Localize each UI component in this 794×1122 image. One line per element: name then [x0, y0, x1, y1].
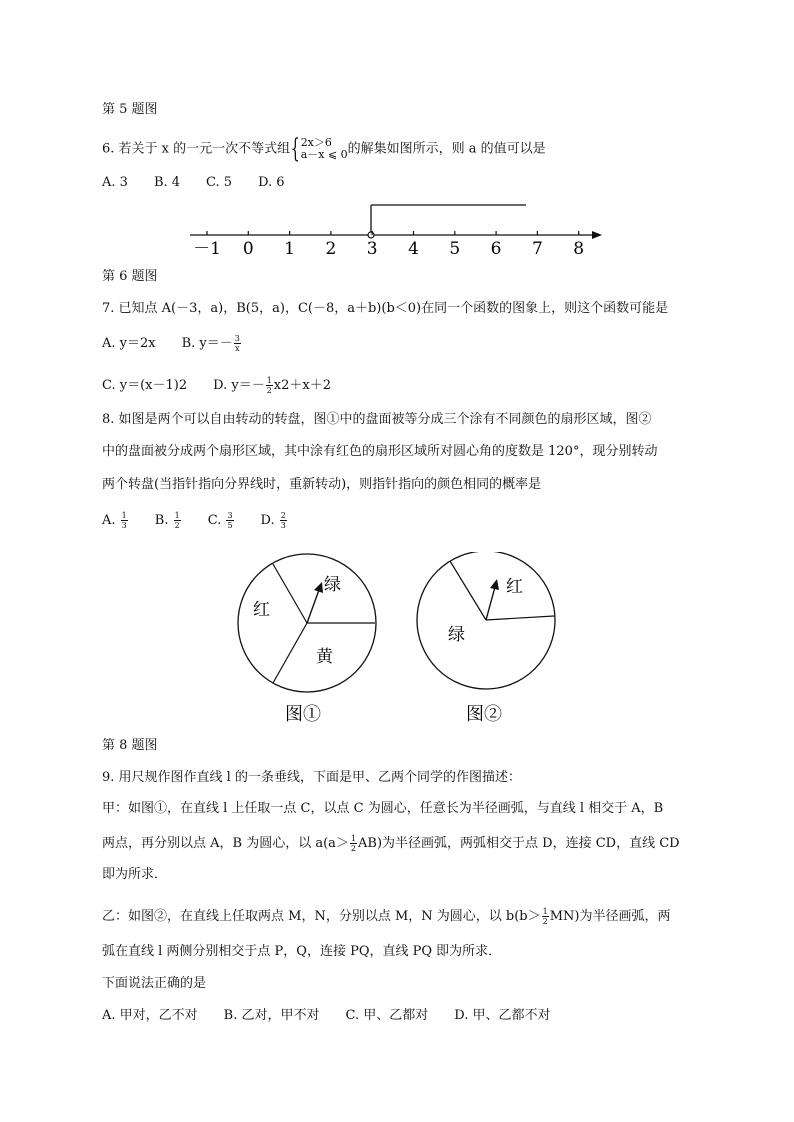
- question-9-jia-line3: 即为所求．: [102, 867, 168, 882]
- number-line-tick-label: 0: [242, 239, 254, 259]
- question-8-options: [102, 511, 314, 530]
- pointer-arrow-icon: [490, 579, 499, 590]
- option-c: C. $\frac{3}{5}$: [207, 511, 233, 530]
- option-b: B. 乙对，甲不对: [223, 1008, 320, 1023]
- option-c: C. 甲、乙都对: [345, 1008, 429, 1023]
- spinner-2-caption: 图②: [466, 704, 502, 725]
- question-8-line2: 中的盘面被分成两个扇形区域，其中涂有红色的扇形区域所对圆心角的度数是 120°，现分别转动: [102, 444, 658, 459]
- question-8-line3: 两个转盘(当指针指向分界线时，重新转动)，则指针指向的颜色相同的概率是: [102, 477, 542, 492]
- spinner-2-label-red: 红: [506, 577, 523, 597]
- number-line-tick-label: 7: [531, 239, 543, 259]
- number-line-tick-label: 3: [366, 239, 378, 259]
- question-9-jia-line1: 甲：如图①，在直线 l 上任取一点 C，以点 C 为圆心，任意长为半径画弧，与直线 l 相交于 A，B: [102, 801, 664, 816]
- number-line-tick-label: 8: [573, 239, 585, 259]
- spinner-2-divider: [486, 616, 554, 620]
- number-line-tick-label: 2: [325, 239, 337, 259]
- option-d: D. $\frac{2}{3}$: [260, 511, 286, 530]
- option-a: A. 3: [102, 175, 128, 190]
- option-b: B. $\frac{1}{2}$: [154, 511, 180, 530]
- question-9-stem: 9. 用尺规作图作直线 l 的一条垂线，下面是甲、乙两个同学的作图描述：: [102, 770, 521, 785]
- number-line-tick-label: 6: [490, 239, 502, 259]
- figure-caption-8: 第 8 题图: [102, 738, 158, 753]
- number-line-tick-label: 1: [284, 239, 296, 259]
- spinner-1-divider: [273, 623, 307, 683]
- fraction: $\frac{1}{2}$: [266, 376, 272, 395]
- number-line-tick-label: －1: [193, 239, 221, 259]
- question-7-options-row1: [102, 334, 242, 353]
- spinner-1-label-red: 红: [253, 600, 270, 620]
- question-7-stem: 7. 已知点 A(－3，a)，B(5，a)，C(－8，a＋b)(b＜0)在同一个函数的图象上，则这个函数可能是: [102, 301, 669, 316]
- question-9-yi-line1: 乙：如图②，在直线上任取两点 M，N，分别以点 M，N 为圆心，以 b(b＞ $\frac{1}{2}$ MN)为半径画弧，两: [102, 907, 671, 926]
- spinner-1-pointer: [307, 590, 319, 623]
- spinner-1-label-green: 绿: [324, 575, 341, 595]
- spinner-1-label-yellow: 黄: [316, 647, 333, 667]
- spinner-2-label-green: 绿: [448, 625, 465, 645]
- question-9-options: [102, 1007, 576, 1025]
- option-d: D. 甲、乙都不对: [454, 1008, 551, 1023]
- axis-arrow-icon: [592, 231, 602, 239]
- question-9-jia-line2: 两点，再分别以点 A，B 为圆心，以 a(a＞ $\frac{1}{2}$ AB)为半径画弧，两弧相交于点 D，连接 CD，直线 CD: [102, 834, 680, 853]
- pointer-arrow-icon: [314, 582, 323, 593]
- option-c: C. y＝(x－1)2: [102, 378, 188, 393]
- spinner-1-caption: 图①: [285, 704, 321, 725]
- number-line-tick-label: 5: [449, 239, 461, 259]
- number-line-tick-label: 4: [408, 239, 419, 259]
- option-a: A. $\frac{1}{3}$: [102, 511, 127, 530]
- question-9-ask: 下面说法正确的是: [102, 976, 207, 991]
- option-a: A. y＝2x: [102, 336, 156, 351]
- number-line-figure: [180, 196, 610, 262]
- option-d: D. y＝－ $\frac{1}{2}$ x2＋x＋2: [213, 376, 332, 395]
- brace-symbol: {: [290, 134, 300, 164]
- spinner-1-divider: [273, 564, 307, 623]
- question-6-stem: 6. 若关于 x 的一元一次不等式组 { 2x＞6 a－x ⩽ 0 的解集如图所示，则 a 的值可以是: [102, 134, 546, 164]
- option-b: B. 4: [153, 175, 181, 190]
- fraction: $\frac{1}{2}$: [350, 834, 357, 853]
- fraction: $\frac{3}{x}$: [234, 334, 240, 353]
- spinner-2-pointer: [486, 587, 495, 620]
- spinner-2-divider: [450, 561, 486, 620]
- spinner-1: [238, 554, 376, 725]
- question-8-line1: 8. 如图是两个可以自由转动的转盘，图①中的盘面被等分成三个涂有不同颜色的扇形区域，图②: [102, 412, 652, 427]
- spinner-2: [417, 552, 555, 725]
- inequality-system: { 2x＞6 a－x ⩽ 0: [290, 134, 348, 164]
- option-b: B. y＝－ $\frac{3}{x}$: [181, 334, 240, 353]
- spinner-2-disc: [417, 552, 555, 689]
- option-c: C. 5: [206, 175, 233, 190]
- open-circle-icon: [368, 232, 374, 238]
- figure-caption-5: 第 5 题图: [102, 102, 158, 117]
- fraction: $\frac{1}{2}$: [542, 907, 548, 926]
- option-a: A. 甲对，乙不对: [102, 1008, 198, 1023]
- figure-caption-6: 第 6 题图: [102, 269, 158, 284]
- spinner-figures: [230, 552, 570, 732]
- question-9-yi-line2: 弧在直线 l 两侧分别相交于点 P，Q，连接 PQ，直线 PQ 即为所求．: [102, 944, 502, 959]
- option-d: D. 6: [258, 175, 285, 190]
- question-6-options: [102, 174, 311, 192]
- question-7-options-row2: [102, 376, 331, 395]
